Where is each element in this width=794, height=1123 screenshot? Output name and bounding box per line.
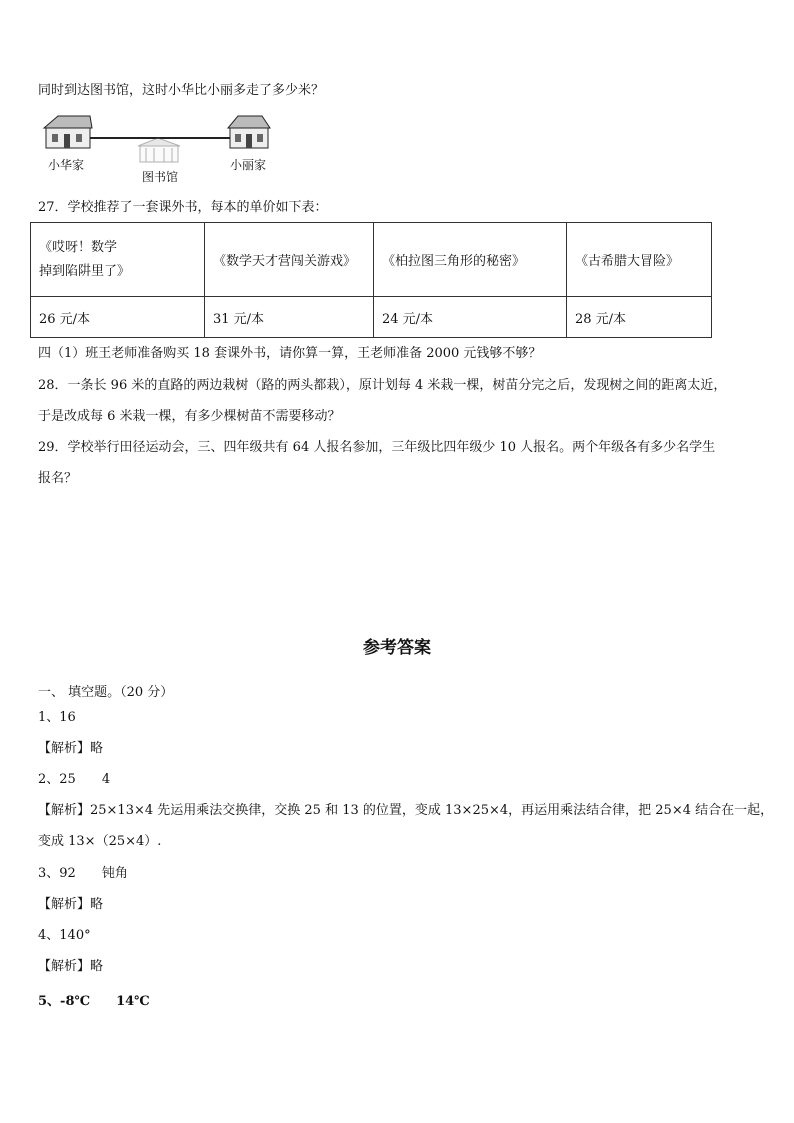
house-right-icon bbox=[228, 116, 270, 148]
book-price-cell: 31 元/本 bbox=[205, 297, 374, 338]
book-name-cell bbox=[567, 223, 712, 297]
book-price-cell: 26 元/本 bbox=[31, 297, 205, 338]
route-diagram bbox=[38, 110, 278, 190]
answer-1-note: 【解析】略 bbox=[38, 741, 104, 756]
answer-2-note-line2: 变成 13×（25×4）. bbox=[38, 834, 162, 849]
answer-3-note: 【解析】略 bbox=[38, 897, 104, 912]
book-price-cell: 28 元/本 bbox=[567, 297, 712, 338]
label-xiaoli-home: 小丽家 bbox=[230, 158, 267, 172]
q26-text: 同时到达图书馆，这时小华比小丽多走了多少米？ bbox=[38, 83, 325, 98]
answer-4-note: 【解析】略 bbox=[38, 959, 104, 974]
book-name-line: 《哎呀！数学 bbox=[39, 239, 118, 255]
q28-line1: 28．一条长 96 米的直路的两边栽树（路的两头都栽），原计划每 4 米栽一棵，树苗分完之后，发现树之间的距离太近， bbox=[38, 378, 727, 393]
table-row bbox=[31, 297, 712, 338]
answer-3: 3、92 钝角 bbox=[38, 866, 128, 881]
answer-1: 1、16 bbox=[38, 710, 76, 725]
book-name-line: 掉到陷阱里了》 bbox=[39, 263, 131, 279]
answer-2: 2、25 4 bbox=[38, 772, 111, 787]
book-name-line: 《柏拉图三角形的秘密》 bbox=[382, 254, 526, 269]
book-price-cell: 24 元/本 bbox=[374, 297, 567, 338]
q28-line2: 于是改成每 6 米栽一棵，有多少棵树苗不需要移动？ bbox=[38, 409, 341, 424]
table-row bbox=[31, 223, 712, 297]
book-price-table bbox=[30, 222, 712, 338]
book-name-line: 《古希腊大冒险》 bbox=[575, 254, 680, 269]
answer-5: 5、-8℃ 14℃ bbox=[38, 994, 150, 1009]
library-icon bbox=[138, 138, 180, 162]
label-library: 图书馆 bbox=[142, 170, 179, 184]
label-xiaohua-home: 小华家 bbox=[48, 158, 85, 172]
q27-question: 四（1）班王老师准备购买 18 套课外书，请你算一算，王老师准备 2000 元钱够不够？ bbox=[38, 346, 542, 361]
house-left-icon bbox=[44, 116, 92, 148]
q29-line1: 29．学校举行田径运动会，三、四年级共有 64 人报名参加，三年级比四年级少 10 人报名。两个年级各有多少名学生 bbox=[38, 440, 716, 455]
answer-2-note-line1: 【解析】25×13×4 先运用乘法交换律，交换 25 和 13 的位置，变成 13×25×4，再运用乘法结合律，把 25×4 结合在一起， bbox=[38, 803, 774, 818]
book-name-cell bbox=[374, 223, 567, 297]
section-1-heading: 一、 填空题。（20 分） bbox=[38, 685, 174, 700]
answers-title: 参考答案 bbox=[363, 638, 431, 658]
book-name-line: 《数学天才营闯关游戏》 bbox=[213, 254, 357, 269]
book-name-cell bbox=[31, 223, 205, 297]
answer-4: 4、140° bbox=[38, 928, 91, 943]
q29-line2: 报名？ bbox=[38, 471, 78, 486]
book-name-cell bbox=[205, 223, 374, 297]
q27-prompt: 27．学校推荐了一套课外书，每本的单价如下表： bbox=[38, 200, 328, 215]
